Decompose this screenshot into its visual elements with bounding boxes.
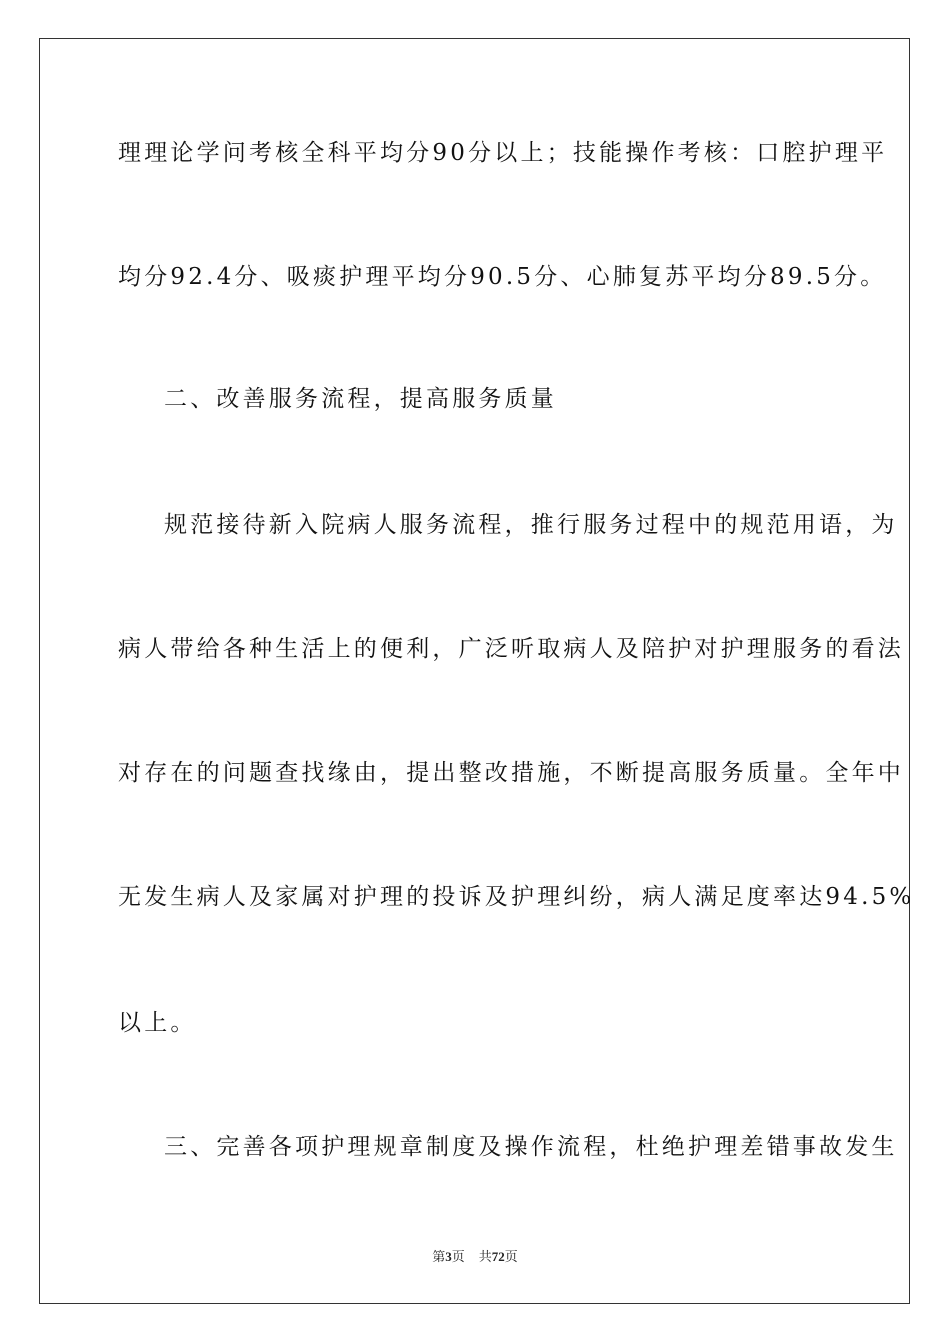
section-heading-3: 三、完善各项护理规章制度及操作流程，杜绝护理差错事故发生 <box>164 1134 898 1160</box>
footer-page-number: 3 <box>445 1249 452 1264</box>
body-line-4: 病人带给各种生活上的便利，广泛听取病人及陪护对护理服务的看法 <box>118 636 904 662</box>
body-line-7: 以上。 <box>118 1010 197 1036</box>
page-border <box>39 38 915 1304</box>
footer-total-pages: 72 <box>491 1249 505 1264</box>
body-line-2: 均分92.4分、吸痰护理平均分90.5分、心肺复苏平均分89.5分。 <box>118 264 887 290</box>
body-line-1: 理理论学问考核全科平均分90分以上；技能操作考核：口腔护理平 <box>118 140 888 166</box>
footer-total-prefix: 共 <box>478 1249 492 1264</box>
footer-page-suffix: 页 <box>451 1249 465 1264</box>
body-line-6: 无发生病人及家属对护理的投诉及护理纠纷，病人满足度率达94.5% <box>118 884 915 910</box>
body-line-3: 规范接待新入院病人服务流程，推行服务过程中的规范用语，为 <box>164 512 898 538</box>
footer-total-suffix: 页 <box>504 1249 518 1264</box>
footer-page-prefix: 第 <box>432 1249 446 1264</box>
page-footer <box>0 1246 950 1265</box>
section-heading-2: 二、改善服务流程，提高服务质量 <box>164 386 557 412</box>
body-line-5: 对存在的问题查找缘由，提出整改措施，不断提高服务质量。全年中 <box>118 760 904 786</box>
